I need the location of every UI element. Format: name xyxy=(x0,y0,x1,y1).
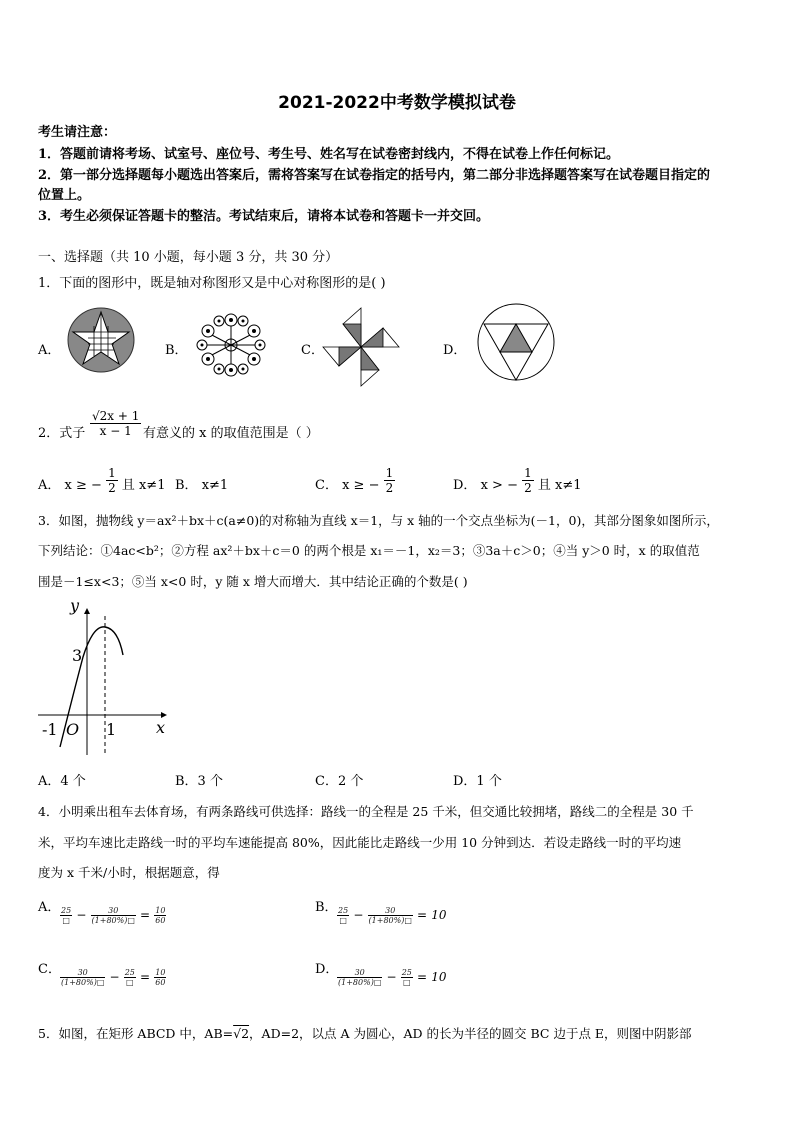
denominator: □ xyxy=(126,978,134,988)
q4-option-b-equation xyxy=(337,906,447,925)
denominator: □ xyxy=(62,916,70,926)
numerator: 25 xyxy=(338,906,349,915)
q2-expression-fraction xyxy=(90,409,141,439)
denominator: (1+80%)□ xyxy=(368,916,412,926)
x-value-1: 1 xyxy=(106,720,117,739)
frac-25-x xyxy=(337,906,349,925)
minus-sign: − xyxy=(386,970,397,985)
q2-option-d-post: 且 x≠1 xyxy=(537,478,582,493)
q4-option-d-label: D． xyxy=(315,962,339,977)
q4-option-a-label: A． xyxy=(38,900,61,915)
q2-option-b xyxy=(175,474,228,493)
fraction-denominator: 2 xyxy=(524,481,532,495)
q1-option-b-label: B． xyxy=(165,343,188,358)
frac-30 xyxy=(368,906,413,925)
q2-option-d-pre: x > − xyxy=(480,478,518,493)
q2-option-c-fraction xyxy=(384,466,396,496)
q5-root: √2 xyxy=(233,1026,250,1041)
x-value-minus-1: -1 xyxy=(42,720,58,739)
section-heading: 一、选择题（共 10 小题，每小题 3 分，共 30 分） xyxy=(38,250,339,265)
q2-option-d-fraction xyxy=(522,466,534,496)
numerator: 10 xyxy=(155,906,166,915)
numerator: 10 xyxy=(155,968,166,977)
q2-option-a-label: A． xyxy=(38,478,61,493)
notice-item-2: 2．第一部分选择题每小题选出答案后，需将答案写在试卷指定的括号内，第二部分非选择题答案写在试卷题目指定的 xyxy=(38,168,711,183)
q4-line-3: 度为 x 千米/小时，根据题意，得 xyxy=(38,865,220,880)
q4-line-2: 米，平均车速比走路线一时的平均车速能提高 80%，因此能比走路线一少用 10 分钟到达．若设走路线一时的平均速 xyxy=(38,835,682,850)
q1-option-a-label: A． xyxy=(38,343,61,358)
fraction-numerator: 1 xyxy=(385,465,394,480)
numerator: 30 xyxy=(60,968,105,978)
parabola-graph xyxy=(38,595,173,757)
q5-pre: 5．如图，在矩形 ABCD 中，AB= xyxy=(38,1026,234,1041)
q3-option-d: D．1 个 xyxy=(453,774,502,789)
frac-25-x xyxy=(401,968,413,987)
numerator: 30 xyxy=(91,906,136,916)
frac-10-60 xyxy=(154,968,166,987)
frac-25-x xyxy=(60,906,72,925)
q2-denominator: x − 1 xyxy=(99,424,132,439)
q2-prefix: 2．式子 xyxy=(38,426,86,441)
q4-option-d-equation xyxy=(337,968,447,987)
origin-label: O xyxy=(66,720,80,739)
equals-sign: = xyxy=(140,970,151,985)
q3-line-1: 3．如图，抛物线 y＝ax²＋bx＋c(a≠0)的对称轴为直线 x＝1，与 x 轴的一个交点坐标为(－1，0)，其部分图象如图所示， xyxy=(38,513,719,528)
numerator: 25 xyxy=(61,906,72,915)
numerator: 25 xyxy=(401,968,412,977)
numerator: 30 xyxy=(337,968,382,978)
fraction-numerator: 1 xyxy=(524,465,532,480)
q2-option-c xyxy=(315,465,395,495)
q3-line-3: 围是－1≤x<3；⑤当 x<0 时，y 随 x 增大而增大．其中结论正确的个数是( ) xyxy=(38,574,468,589)
denominator: □ xyxy=(339,916,347,926)
q3-option-b: B．3 个 xyxy=(175,774,223,789)
q3-option-c: C．2 个 xyxy=(315,774,364,789)
q1-stem: 1．下面的图形中，既是轴对称图形又是中心对称图形的是( ) xyxy=(38,276,386,291)
page-title: 2021-2022中考数学模拟试卷 xyxy=(278,93,516,113)
q2-option-a-pre: x ≥ − xyxy=(64,478,102,493)
q5-post: ，AD=2，以点 A 为圆心，AD 的长为半径的圆交 BC 边于点 E，则图中阴影部 xyxy=(249,1026,692,1041)
equals-sign: = xyxy=(417,970,428,985)
q4-option-c-equation xyxy=(60,968,166,987)
frac-10-60 xyxy=(154,906,166,925)
q3-option-a: A．4 个 xyxy=(38,774,86,789)
numerator: 30 xyxy=(368,906,413,916)
x-axis-label: x xyxy=(156,718,166,737)
denominator: 60 xyxy=(155,916,166,926)
notice-item-1: 1．答题前请将考场、试室号、座位号、考生号、姓名写在试卷密封线内，不得在试卷上作任何标记。 xyxy=(38,147,620,162)
notice-item-3: 3．考生必须保证答题卡的整洁。考试结束后，请将本试卷和答题卡一并交回。 xyxy=(38,209,490,224)
triangle-circle-figure xyxy=(475,302,559,384)
y-axis-label: y xyxy=(70,596,80,615)
q4-option-a-equation xyxy=(60,906,166,925)
q3-line-2: 下列结论：①4ac<b²；②方程 ax²＋bx＋c＝0 的两个根是 x₁＝－1，x₂＝3；③3a＋c＞0；④当 y＞0 时，x 的取值范 xyxy=(38,543,700,558)
fraction-denominator: 2 xyxy=(108,481,116,495)
q2-option-d-label: D． xyxy=(453,478,477,493)
denominator: (1+80%)□ xyxy=(338,978,382,988)
q5-line-1 xyxy=(38,1024,692,1042)
flower-circles-figure xyxy=(196,313,266,377)
q2-option-b-label: B． xyxy=(175,478,198,493)
value-10: 10 xyxy=(431,908,447,923)
frac-30 xyxy=(91,906,136,925)
denominator: 60 xyxy=(155,978,166,988)
fraction-denominator: 2 xyxy=(385,481,394,495)
q4-line-1: 4．小明乘出租车去体育场，有两条路线可供选择：路线一的全程是 25 千米，但交通比较拥堵，路线二的全程是 30 千 xyxy=(38,804,694,819)
pinwheel-figure xyxy=(321,304,403,390)
q2-option-a xyxy=(38,465,166,495)
equals-sign: = xyxy=(140,908,151,923)
denominator: □ xyxy=(403,978,411,988)
minus-sign: − xyxy=(109,970,120,985)
frac-30 xyxy=(337,968,382,987)
q2-option-c-label: C． xyxy=(315,478,338,493)
notice-heading: 考生请注意： xyxy=(38,125,117,140)
numerator: 25 xyxy=(124,968,135,977)
q1-option-c-label: C． xyxy=(301,343,324,358)
denominator: (1+80%)□ xyxy=(61,978,105,988)
minus-sign: − xyxy=(76,908,87,923)
star-circle-figure xyxy=(66,306,138,374)
q4-option-c-label: C． xyxy=(38,962,61,977)
q2-option-d xyxy=(453,465,582,495)
frac-25-x xyxy=(124,968,136,987)
value-10: 10 xyxy=(431,970,447,985)
q2-option-a-fraction xyxy=(106,466,118,496)
q2-option-a-post: 且 x≠1 xyxy=(121,478,166,493)
minus-sign: − xyxy=(353,908,364,923)
q2-numerator: √2x + 1 xyxy=(92,409,140,423)
denominator: (1+80%)□ xyxy=(91,916,135,926)
q2-option-b-text: x≠1 xyxy=(201,478,229,493)
frac-30 xyxy=(60,968,105,987)
q2-suffix: 有意义的 x 的取值范围是（ ） xyxy=(143,426,319,441)
q4-option-b-label: B． xyxy=(315,900,338,915)
fraction-numerator: 1 xyxy=(108,465,116,480)
equals-sign: = xyxy=(417,908,428,923)
q1-option-d-label: D． xyxy=(443,343,467,358)
q2-option-c-pre: x ≥ − xyxy=(342,478,380,493)
y-value-3: 3 xyxy=(72,646,83,665)
notice-item-2-cont: 位置上。 xyxy=(38,188,91,203)
